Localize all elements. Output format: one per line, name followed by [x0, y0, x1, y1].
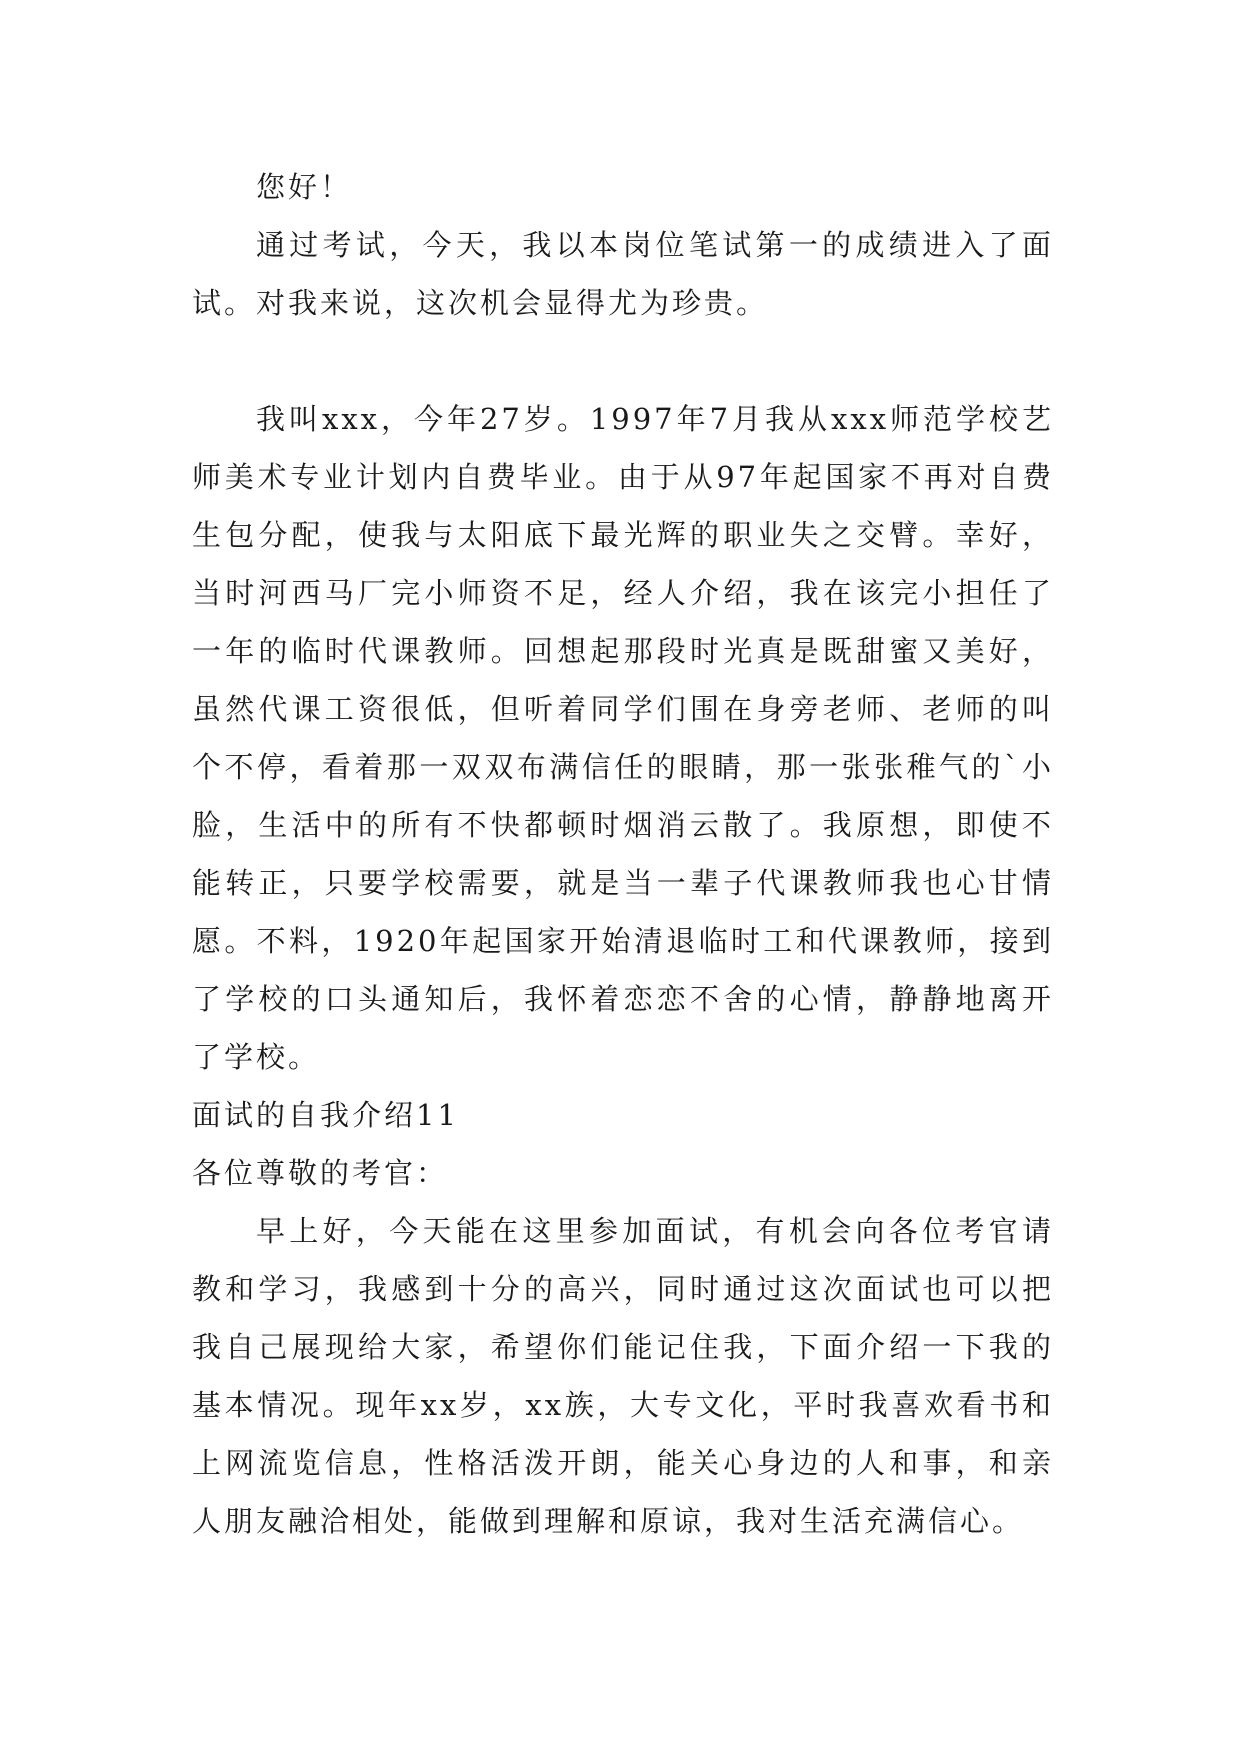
salutation: 各位尊敬的考官： — [192, 1156, 449, 1190]
greeting: 您好！ — [256, 170, 353, 204]
text-section-2 — [192, 390, 1054, 1550]
text-section-1 — [192, 158, 1054, 332]
section-heading: 面试的自我介绍11 — [192, 1098, 459, 1132]
paragraph-exam-result: 通过考试，今天，我以本岗位笔试第一的成绩进入了面试。对我来说，这次机会显得尤为珍贵。 — [192, 228, 1054, 320]
paragraph-background: 我叫xxx，今年27岁。1997年7月我从xxx师范学校艺师美术专业计划内自费毕业。由于从97年起国家不再对自费生包分配，使我与太阳底下最光辉的职业失之交臂。幸好，当时河西马厂完小师资不足，经人介绍，我在该完小担任了一年的临时代课教师。回想起那段时光真是既甜蜜又美好，虽然代课工资很低，但听着同学们围在身旁老师、老师的叫个不停，看着那一双双布满信任的眼睛，那一张张稚气的`小脸，生活中的所有不快都顿时烟消云散了。我原想，即使不能转正，只要学校需要，就是当一辈子代课教师我也心甘情愿。不料，1920年起国家开始清退临时工和代课教师，接到了学校的口头通知后，我怀着恋恋不舍的心情，静静地离开了学校。 — [192, 402, 1054, 1074]
paragraph-self-introduction: 早上好，今天能在这里参加面试，有机会向各位考官请教和学习，我感到十分的高兴，同时通过这次面试也可以把我自己展现给大家，希望你们能记住我，下面介绍一下我的基本情况。现年xx岁，xx族，大专文化，平时我喜欢看书和上网流览信息，性格活泼开朗，能关心身边的人和事，和亲人朋友融洽相处，能做到理解和原谅，我对生活充满信心。 — [192, 1214, 1054, 1538]
